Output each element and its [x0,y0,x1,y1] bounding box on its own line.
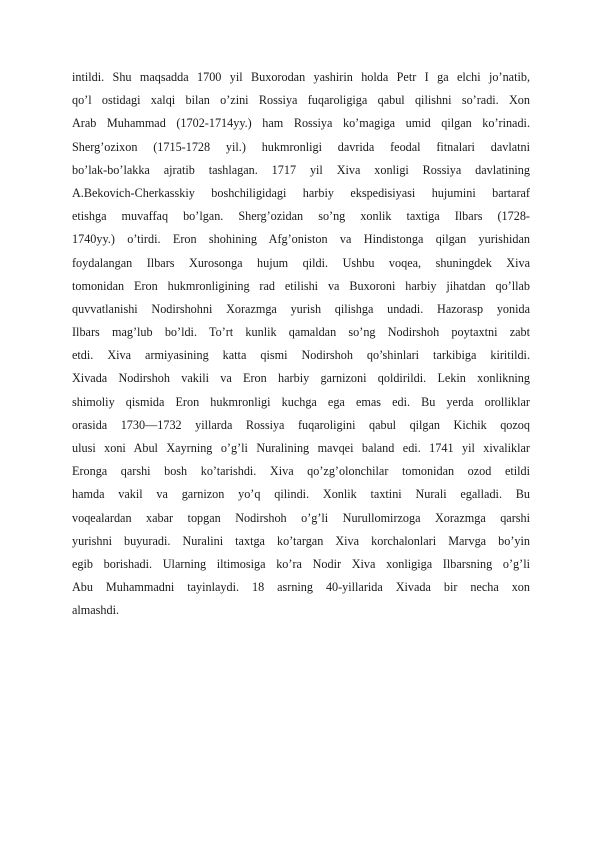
body-paragraph [72,66,530,623]
text-line: Ilbars mag’lub bo’ldi. To’rt kunlik qamaldan so’ng Nodirshoh poytaxtni zabt [72,325,530,340]
text-line: hamda vakil va garnizon yo’q qilindi. Xonlik taxtini Nurali egalladi. Bu [72,487,530,502]
text-line: Xivada Nodirshoh vakili va Eron harbiy garnizoni qoldirildi. Lekin xonlikning [72,371,530,386]
text-line: intildi. Shu maqsadda 1700 yil Buxorodan yashirin holda Petr I ga elchi jo’natib, [72,70,530,84]
text-line: egib borishadi. Ularning iltimosiga ko’ra Nodir Xiva xonligiga Ilbarsning o’g’li [72,556,530,571]
text-line: qo’l ostidagi xalqi bilan o’zini Rossiya fuqaroligiga qabul qilishni so’radi. Xon [72,93,530,108]
text-line: almashdi. [72,603,120,618]
text-line: ulusi xoni Abul Xayrning o’g’li Nuralining mavqei baland edi. 1741 yil xivaliklar [72,441,530,455]
text-line: etishga muvaffaq bo’lgan. Sherg’ozidan so’ng xonlik taxtiga Ilbars (1728- [72,209,530,224]
text-line: shimoliy qismida Eron hukmronligi kuchga ega emas edi. Bu yerda orolliklar [72,394,530,409]
text-line: A.Bekovich-Cherkasskiy boshchiligidagi harbiy ekspedisiyasi hujumini bartaraf [72,185,530,200]
text-line: yurishni buyuradi. Nuralini taxtga ko’targan Xiva korchalonlari Marvga bo’yin [72,533,530,548]
text-line: foydalangan Ilbars Xurosonga hujum qildi. Ushbu voqea, shuningdek Xiva [72,255,530,270]
text-line: quvvatlanishi Nodirshohni Xorazmga yurish qilishga undadi. Hazorasp yonida [72,301,530,316]
text-line: 1740yy.) o’tirdi. Eron shohining Afg’oniston va Hindistonga qilgan yurishidan [72,232,530,247]
text-line: bo’lak-bo’lakka ajratib tashlagan. 1717 yil Xiva xonligi Rossiya davlatining [72,162,530,177]
text-line: tomonidan Eron hukmronligining rad etilishi va Buxoroni harbiy jihatdan qo’llab [72,278,530,293]
text-line: Arab Muhammad (1702-1714yy.) ham Rossiya ko’magiga umid qilgan ko’rinadi. [72,116,530,131]
text-line: Abu Muhammadni tayinlaydi. 18 asrning 40-yillarida Xivada bir necha xon [72,580,530,595]
text-line: voqealardan xabar topgan Nodirshoh o’g’li Nurullomirzoga Xorazmga qarshi [72,510,530,525]
text-line: Sherg’ozixon (1715-1728 yil.) hukmronligi davrida feodal fitnalari davlatni [72,139,530,154]
text-line: Eronga qarshi bosh ko’tarishdi. Xiva qo’zg’olonchilar tomonidan ozod etildi [72,464,530,479]
text-line: etdi. Xiva armiyasining katta qismi Nodirshoh qo’shinlari tarkibiga kiritildi. [72,348,530,363]
text-line: orasida 1730—1732 yillarda Rossiya fuqaroligini qabul qilgan Kichik qozoq [72,417,530,432]
